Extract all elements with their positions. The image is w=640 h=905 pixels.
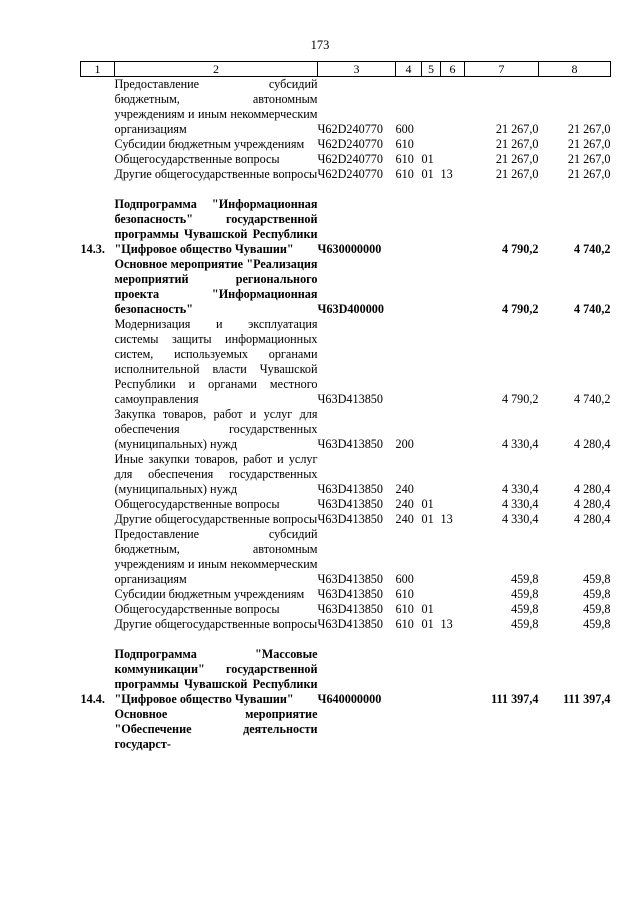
row-amount-year1: 21 267,0 [495, 122, 539, 136]
row-code: Ч62D240770 [317, 122, 383, 136]
row-expense-type: 610 [395, 602, 414, 616]
row-subsection: 13 [440, 167, 453, 181]
row-amount-year2: 4 280,4 [573, 437, 611, 451]
spacer-cell [81, 182, 611, 197]
header-col-7: 7 [465, 62, 539, 77]
header-col-1: 1 [81, 62, 115, 77]
row-expense-type [396, 257, 422, 317]
row-amount-year2: 4 280,4 [573, 482, 611, 496]
row-subsection [441, 587, 465, 602]
row-subsection [441, 197, 465, 257]
row-amount-year1: 4 330,4 [501, 482, 539, 496]
row-amount-year2: 21 267,0 [567, 152, 611, 166]
row-expense-type: 240 [395, 512, 414, 526]
header-col-2: 2 [115, 62, 318, 77]
row-amount-year2: 21 267,0 [567, 122, 611, 136]
row-code: Ч63D413850 [317, 392, 383, 406]
row-amount-year2: 4 740,2 [573, 302, 611, 316]
row-amount-year2: 459,8 [583, 587, 611, 601]
row-number [81, 152, 115, 167]
row-amount-year2: 21 267,0 [567, 137, 611, 151]
row-subsection [441, 407, 465, 452]
row-expense-type [396, 647, 422, 707]
row-number [81, 617, 115, 632]
row-amount-year2: 459,8 [583, 572, 611, 586]
row-amount-year1: 4 330,4 [501, 437, 539, 451]
row-subsection: 13 [440, 617, 453, 631]
row-subsection [441, 602, 465, 617]
row-amount-year1: 459,8 [511, 587, 539, 601]
row-number [81, 527, 115, 587]
row-expense-type: 610 [395, 167, 414, 181]
row-amount-year2: 4 280,4 [573, 497, 611, 511]
spacer-row [81, 632, 611, 647]
row-amount-year1: 21 267,0 [495, 152, 539, 166]
table-row [81, 407, 611, 452]
row-subsection [441, 527, 465, 587]
row-amount-year1: 459,8 [511, 617, 539, 631]
row-subsection [441, 647, 465, 707]
row-number [81, 257, 115, 317]
row-section: 01 [421, 617, 434, 631]
table-body [81, 77, 611, 753]
row-name: Субсидии бюджетным учреждениям [114, 587, 305, 601]
row-code: Ч63D413850 [317, 497, 383, 511]
row-expense-type: 240 [395, 482, 414, 496]
header-col-5: 5 [422, 62, 441, 77]
row-name: Предоставление субсидий бюджетным, автономным учреждениям и иным некоммерческим организациям [114, 77, 318, 136]
row-number: 14.4. [80, 692, 105, 706]
table-row [81, 137, 611, 152]
row-name: Иные закупки товаров, работ и услуг для обеспечения государственных (муниципальных) нужд [114, 452, 318, 496]
row-code: Ч63D413850 [317, 512, 383, 526]
row-expense-type [396, 197, 422, 257]
row-expense-type: 610 [395, 587, 414, 601]
row-name: Другие общегосударственные вопросы [114, 617, 318, 631]
row-amount-year1: 4 330,4 [501, 497, 539, 511]
table-row [81, 512, 611, 527]
row-code: Ч63D413850 [317, 602, 383, 616]
header-col-8: 8 [539, 62, 611, 77]
row-code: Ч63D413850 [317, 572, 383, 586]
row-code: Ч62D240770 [317, 152, 383, 166]
row-number [81, 602, 115, 617]
row-amount-year2: 21 267,0 [567, 167, 611, 181]
row-subsection [441, 77, 465, 138]
row-code: Ч640000000 [317, 692, 382, 706]
row-amount-year2: 459,8 [583, 617, 611, 631]
row-expense-type: 610 [395, 152, 414, 166]
table-header-row [81, 62, 611, 77]
page-number: 173 [310, 38, 330, 52]
row-amount-year2: 459,8 [583, 602, 611, 616]
row-code [318, 707, 396, 752]
row-amount-year1: 21 267,0 [495, 137, 539, 151]
row-section [422, 197, 441, 257]
header-col-4: 4 [396, 62, 422, 77]
spacer-cell [81, 632, 611, 647]
row-amount-year1 [465, 707, 539, 752]
row-section: 01 [421, 167, 434, 181]
row-name: Предоставление субсидий бюджетным, автономным учреждениям и иным некоммерческим организациям [114, 527, 318, 586]
row-subsection [441, 497, 465, 512]
row-name: Общегосударственные вопросы [114, 152, 280, 166]
row-number [81, 317, 115, 407]
table-row [81, 707, 611, 752]
row-code: Ч63D413850 [317, 587, 383, 601]
row-code: Ч63D413850 [317, 617, 383, 631]
row-section: 01 [421, 602, 434, 616]
row-expense-type: 240 [395, 497, 414, 511]
row-amount-year1: 111 397,4 [491, 692, 539, 706]
row-subsection [441, 317, 465, 407]
row-amount-year1: 4 790,2 [501, 392, 539, 406]
row-amount-year2 [539, 707, 611, 752]
row-section [422, 527, 441, 587]
row-section [422, 587, 441, 602]
row-expense-type: 600 [395, 572, 414, 586]
table-row [81, 152, 611, 167]
row-amount-year1: 459,8 [511, 602, 539, 616]
row-name: Основное мероприятие "Реализация мероприятий регионального проекта "Информационная безопасность" [114, 257, 318, 316]
row-code: Ч63D400000 [317, 302, 384, 316]
row-code: Ч63D413850 [317, 437, 383, 451]
row-expense-type: 200 [395, 437, 414, 451]
header-col-3: 3 [318, 62, 396, 77]
row-section [422, 77, 441, 138]
row-section [422, 137, 441, 152]
table-row [81, 602, 611, 617]
row-number [81, 167, 115, 182]
row-expense-type: 610 [395, 137, 414, 151]
table-row [81, 527, 611, 587]
table-row [81, 452, 611, 497]
row-section [422, 647, 441, 707]
row-section [422, 707, 441, 752]
row-name: Закупка товаров, работ и услуг для обеспечения государственных (муниципальных) нужд [114, 407, 318, 451]
row-section: 01 [421, 497, 434, 511]
row-subsection [441, 152, 465, 167]
table-row [81, 497, 611, 512]
row-name: Общегосударственные вопросы [114, 497, 280, 511]
row-name: Модернизация и эксплуатация системы защиты информационных систем, используемых органами исполнительной власти Чувашской Республики и органами местного самоуправления [114, 317, 318, 406]
row-name: Субсидии бюджетным учреждениям [114, 137, 305, 151]
row-amount-year2: 111 397,4 [563, 692, 611, 706]
table-row [81, 617, 611, 632]
row-section [422, 407, 441, 452]
row-amount-year1: 4 330,4 [501, 512, 539, 526]
row-amount-year1: 459,8 [511, 572, 539, 586]
row-code: Ч63D413850 [317, 482, 383, 496]
budget-table [80, 61, 611, 752]
row-amount-year1: 4 790,2 [501, 242, 539, 256]
row-subsection [441, 452, 465, 497]
table-row [81, 587, 611, 602]
row-expense-type: 610 [395, 617, 414, 631]
header-col-6: 6 [441, 62, 465, 77]
row-number [81, 77, 115, 138]
row-code: Ч630000000 [317, 242, 382, 256]
table-row [81, 647, 611, 707]
row-name: Другие общегосударственные вопросы [114, 512, 318, 526]
table-row [81, 197, 611, 257]
row-number [81, 407, 115, 452]
row-subsection: 13 [440, 512, 453, 526]
row-subsection [441, 137, 465, 152]
row-expense-type: 600 [395, 122, 414, 136]
row-expense-type [396, 317, 422, 407]
row-amount-year1: 21 267,0 [495, 167, 539, 181]
row-subsection [441, 707, 465, 752]
row-number [81, 707, 115, 752]
row-name: Подпрограмма "Массовые коммуникации" государственной программы Чувашской Республики "Цифровое общество Чувашии" [114, 647, 318, 706]
row-number [81, 497, 115, 512]
table-row [81, 317, 611, 407]
row-subsection [441, 257, 465, 317]
row-number [81, 452, 115, 497]
row-section [422, 257, 441, 317]
row-section [422, 317, 441, 407]
row-amount-year1: 4 790,2 [501, 302, 539, 316]
row-amount-year2: 4 740,2 [573, 392, 611, 406]
row-number [81, 512, 115, 527]
row-code: Ч62D240770 [317, 167, 383, 181]
row-number [81, 587, 115, 602]
spacer-row [81, 182, 611, 197]
row-expense-type [396, 707, 422, 752]
row-amount-year2: 4 740,2 [573, 242, 611, 256]
table-row [81, 167, 611, 182]
row-section: 01 [421, 152, 434, 166]
row-section [422, 452, 441, 497]
row-number: 14.3. [80, 242, 105, 256]
row-name: Основное мероприятие "Обеспечение деятельности государст- [114, 707, 318, 751]
table-row [81, 257, 611, 317]
row-name: Подпрограмма "Информационная безопасность" государственной программы Чувашской Республики "Цифровое общество Чувашии" [114, 197, 318, 256]
row-number [81, 137, 115, 152]
row-section: 01 [421, 512, 434, 526]
row-name: Другие общегосударственные вопросы [114, 167, 318, 181]
row-name: Общегосударственные вопросы [114, 602, 280, 616]
row-code: Ч62D240770 [317, 137, 383, 151]
row-amount-year2: 4 280,4 [573, 512, 611, 526]
table-row [81, 77, 611, 138]
